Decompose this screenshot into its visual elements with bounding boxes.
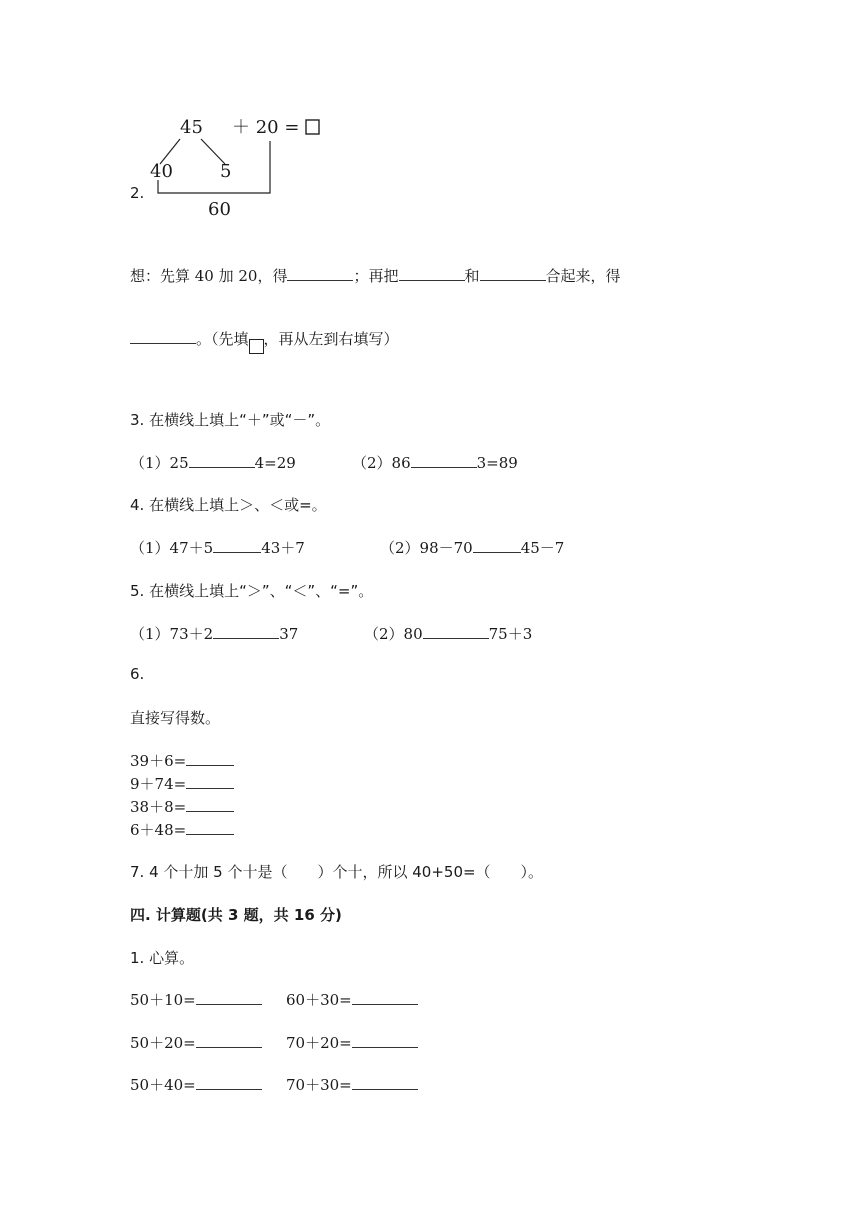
q6-item-1	[130, 750, 234, 771]
q2-think-prefix: 想：先算 40 加 20，得	[130, 267, 288, 285]
q4-blank-1[interactable]	[213, 538, 261, 553]
diagram-answer-box[interactable]	[306, 120, 319, 134]
mental-math-row-2	[130, 1032, 262, 1053]
q3-item2-right: 3=89	[476, 454, 518, 472]
q4-item-2	[380, 537, 564, 558]
q2-blank-4[interactable]	[130, 329, 196, 344]
q2-think-line2	[130, 327, 399, 354]
mental-math-expression: 60＋30=	[286, 991, 352, 1009]
mental-math-row-1-right	[286, 989, 418, 1010]
q4-item2-right: 45－7	[520, 539, 565, 557]
mental-math-blank[interactable]	[352, 1033, 418, 1048]
mental-math-expression: 70＋30=	[286, 1076, 352, 1094]
q2-think-mid2: 和	[464, 267, 480, 285]
q6-answer-blank[interactable]	[186, 774, 234, 789]
q6-expression: 9＋74=	[130, 775, 187, 793]
q3-blank-1[interactable]	[189, 453, 255, 468]
q2-think-line1	[130, 265, 621, 286]
mental-math-blank[interactable]	[196, 1075, 262, 1090]
decomposition-diagram	[140, 108, 340, 223]
diagram-plus-expression: ＋ 20 =	[232, 117, 300, 138]
q4-item1-right: 43＋7	[261, 539, 305, 557]
q5-item2-left: （2）80	[364, 625, 423, 643]
q6-item-2	[130, 773, 234, 794]
q5-item-1	[130, 623, 298, 644]
q4-title: 4. 在横线上填上＞、＜或=。	[130, 496, 327, 514]
q6-item-4	[130, 819, 234, 840]
q6-answer-blank[interactable]	[186, 797, 234, 812]
q2-number: 2.	[130, 184, 145, 202]
q4-item-1	[130, 537, 305, 558]
square-box-icon	[249, 339, 264, 354]
q6-answer-blank[interactable]	[186, 820, 234, 835]
q5-item1-left: （1）73＋2	[130, 625, 214, 643]
q2-think-suffix-b: ，再从左到右填写）	[263, 330, 399, 348]
diagram-right-part: 5	[220, 161, 232, 182]
q2-think-suffix-a: 。（先填	[196, 330, 249, 348]
q6-expression: 39＋6=	[130, 752, 187, 770]
q6-item-3	[130, 796, 234, 817]
mental-math-row-1	[130, 989, 262, 1010]
mental-math-blank[interactable]	[196, 1033, 262, 1048]
diagram-top-number: 45	[180, 117, 203, 138]
mental-math-expression: 50＋20=	[130, 1034, 196, 1052]
q5-blank-1[interactable]	[213, 624, 279, 639]
mental-math-row-2-right	[286, 1032, 418, 1053]
q3-blank-2[interactable]	[411, 453, 477, 468]
q2-blank-1[interactable]	[287, 266, 353, 281]
diagram-sum-label: 60	[208, 199, 231, 220]
q5-item2-right: 75＋3	[488, 625, 533, 643]
mental-math-blank[interactable]	[352, 1075, 418, 1090]
q3-item1-right: 4=29	[254, 454, 296, 472]
q4-item2-left: （2）98－70	[380, 539, 473, 557]
mental-math-blank[interactable]	[196, 990, 262, 1005]
mental-math-expression: 50＋10=	[130, 991, 196, 1009]
q6-number: 6.	[130, 665, 145, 683]
q4-blank-2[interactable]	[473, 538, 521, 553]
q3-item-2	[352, 452, 518, 473]
diagram-left-part: 40	[150, 161, 173, 182]
q5-item1-right: 37	[279, 625, 299, 643]
q4-item1-left: （1）47＋5	[130, 539, 214, 557]
mental-math-blank[interactable]	[352, 990, 418, 1005]
mental-math-row-3	[130, 1074, 262, 1095]
q6-instruction: 直接写得数。	[130, 709, 221, 727]
section4-title: 四. 计算题(共 3 题，共 16 分)	[130, 906, 342, 924]
q7-text: 7. 4 个十加 5 个十是（ ）个十，所以 40+50=（ ）。	[130, 863, 544, 881]
q3-title: 3. 在横线上填上“＋”或“－”。	[130, 411, 331, 429]
q3-item-1	[130, 452, 296, 473]
q6-expression: 38＋8=	[130, 798, 187, 816]
q2-blank-3[interactable]	[480, 266, 546, 281]
section4-q1-title: 1. 心算。	[130, 949, 195, 967]
q2-blank-2[interactable]	[399, 266, 465, 281]
diagram-bracket	[158, 141, 270, 193]
q5-title: 5. 在横线上填上“＞”、“＜”、“=”。	[130, 582, 374, 600]
q2-think-mid1: ；再把	[353, 267, 399, 285]
q6-expression: 6＋48=	[130, 821, 187, 839]
q3-item1-left: （1）25	[130, 454, 189, 472]
mental-math-row-3-right	[286, 1074, 418, 1095]
mental-math-expression: 70＋20=	[286, 1034, 352, 1052]
q5-item-2	[364, 623, 532, 644]
mental-math-expression: 50＋40=	[130, 1076, 196, 1094]
q3-item2-left: （2）86	[352, 454, 411, 472]
q6-answer-blank[interactable]	[186, 751, 234, 766]
q5-blank-2[interactable]	[423, 624, 489, 639]
q2-think-mid3: 合起来，得	[545, 267, 621, 285]
